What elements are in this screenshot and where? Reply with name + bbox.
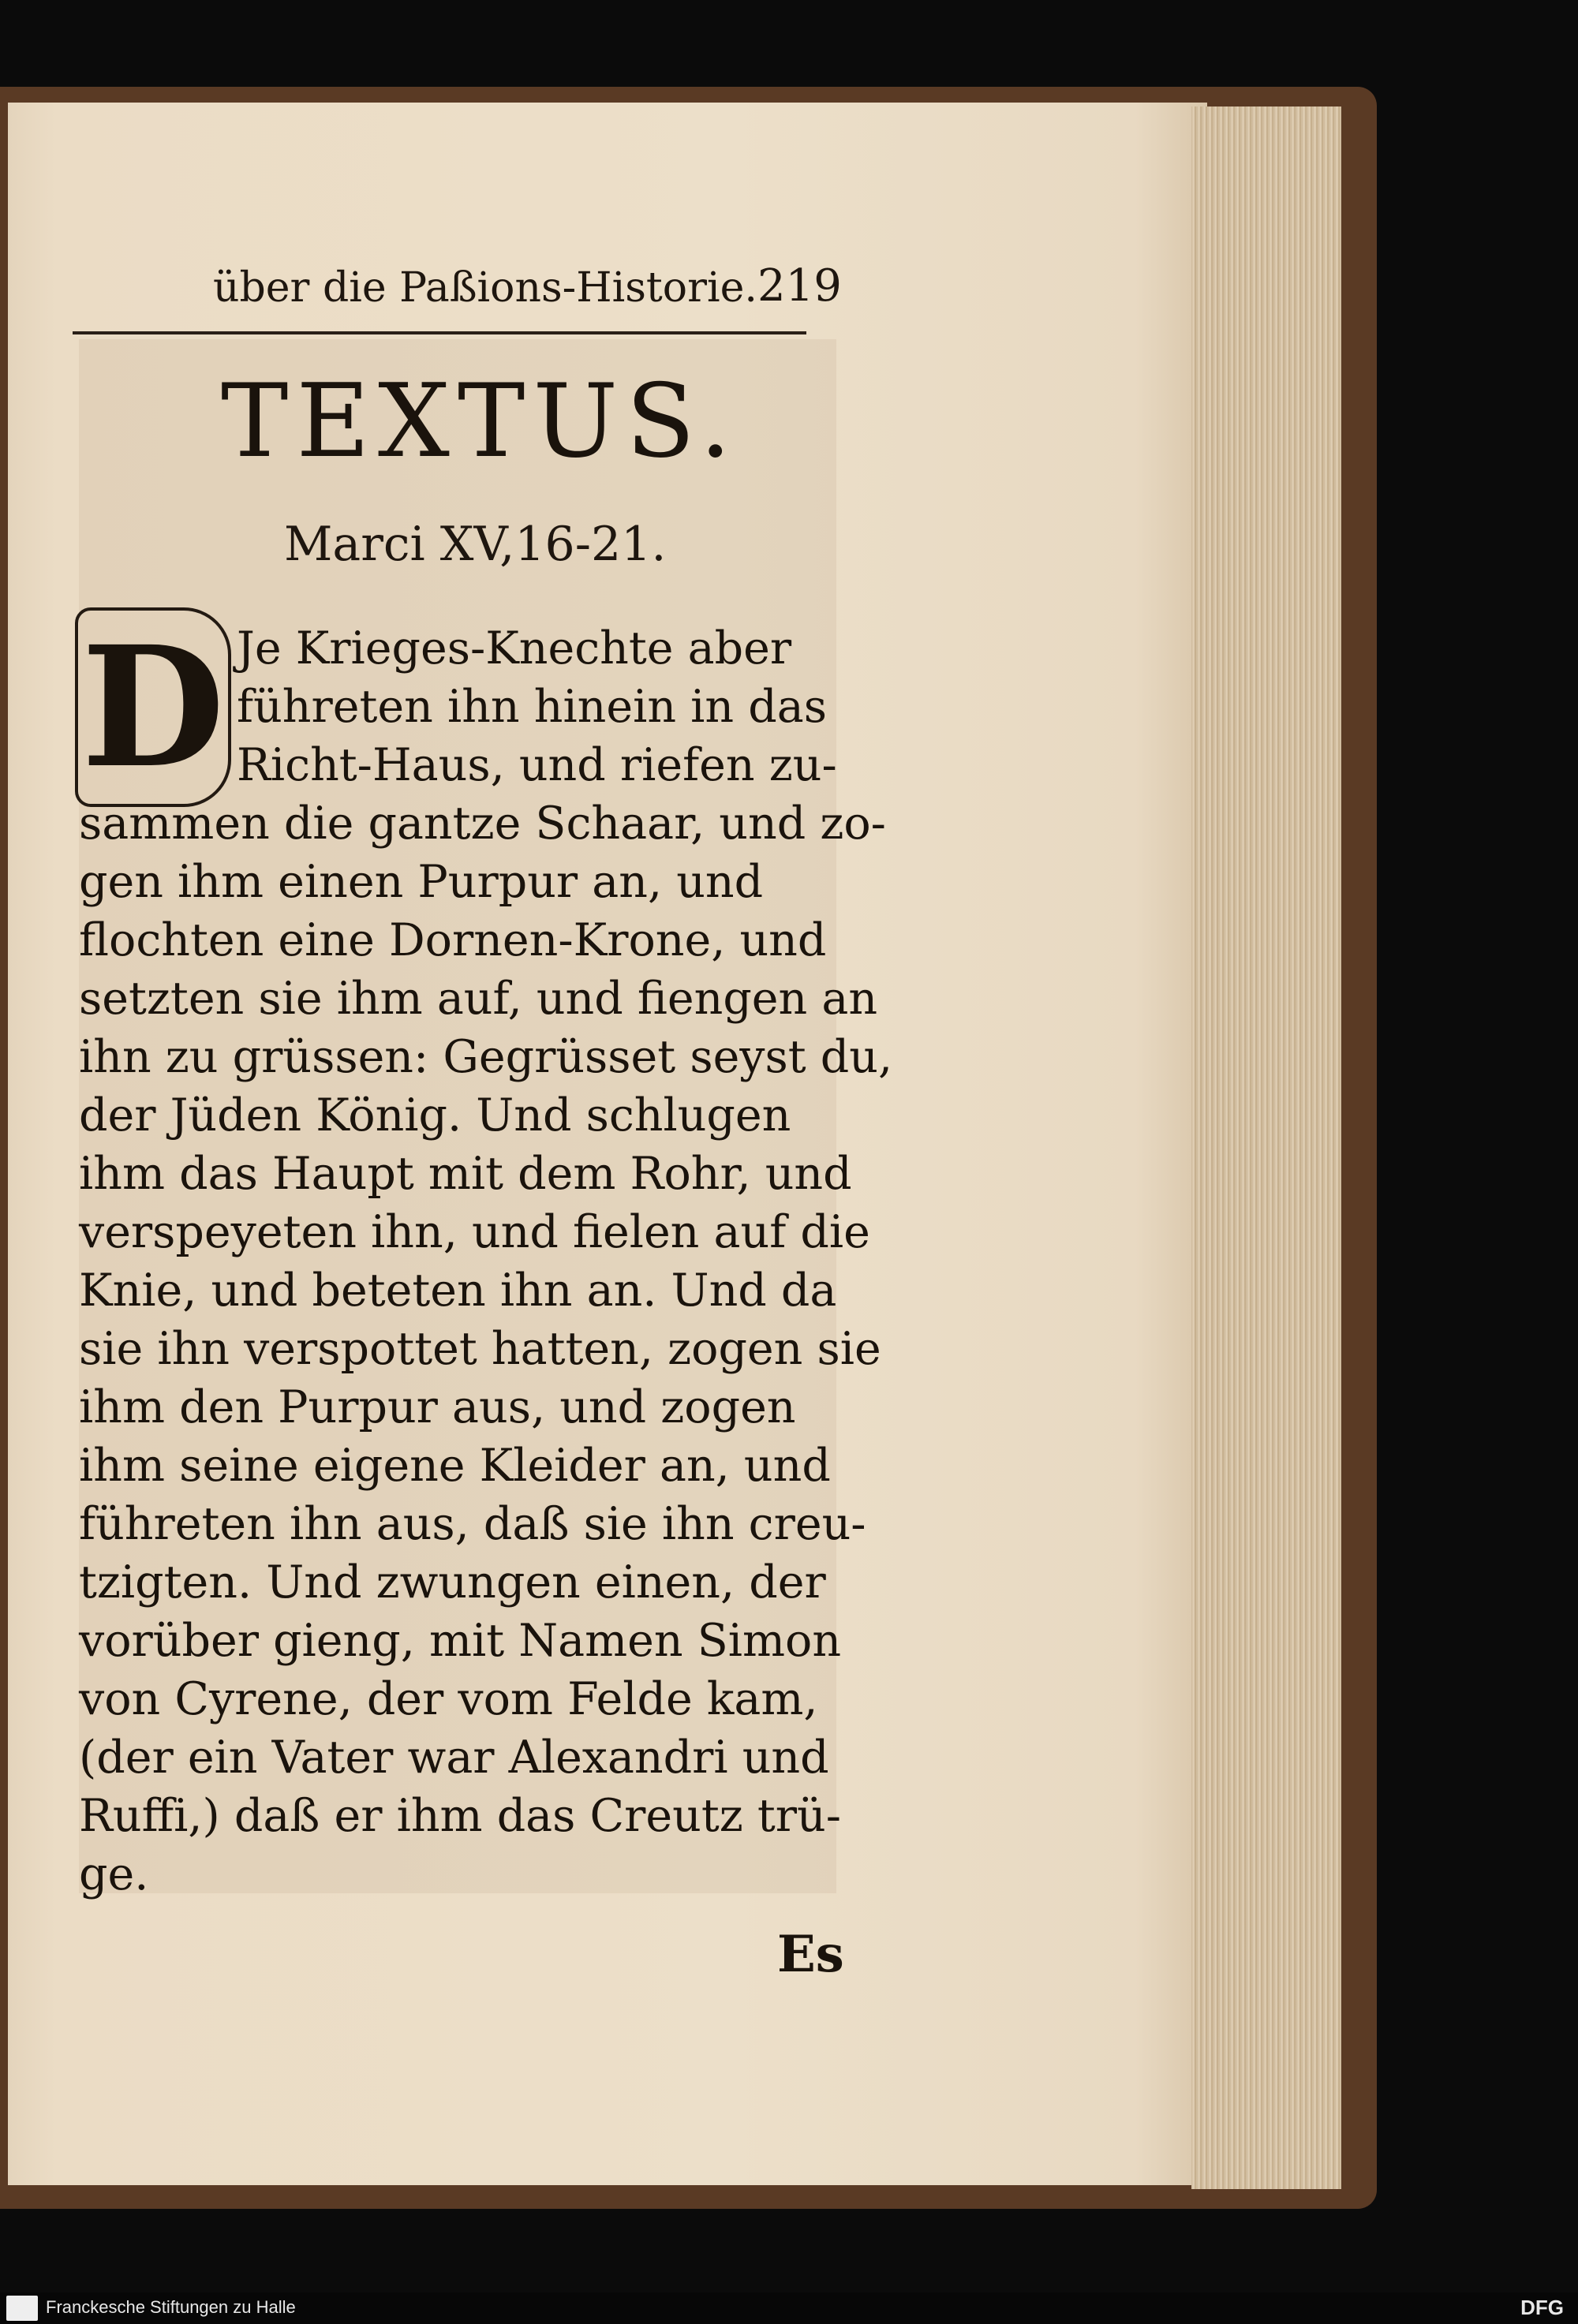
text-line: sammen die gantze Schaar, und zo- xyxy=(79,798,886,850)
text-line: sie ihn verspottet hatten, zogen sie xyxy=(79,1323,881,1375)
text-line: ihn zu grüssen: Gegrüsset seyst du, xyxy=(79,1031,893,1083)
text-line: tzigten. Und zwungen einen, der xyxy=(79,1556,826,1608)
text-line: setzten sie ihm auf, und fiengen an xyxy=(79,973,878,1025)
page-edges xyxy=(1191,106,1341,2189)
text-line: von Cyrene, der vom Felde kam, xyxy=(79,1673,818,1725)
text-line: ihm das Haupt mit dem Rohr, und xyxy=(79,1148,852,1200)
text-line: ge. xyxy=(79,1848,149,1900)
text-line: flochten eine Dornen-Krone, und xyxy=(79,914,827,966)
text-line: gen ihm einen Purpur an, und xyxy=(79,856,764,908)
decorated-initial: D xyxy=(75,607,231,807)
text-line: Je Krieges-Knechte aber xyxy=(237,622,792,674)
text-line: führeten ihn hinein in das xyxy=(237,681,827,733)
text-line: Ruffi,) daß er ihm das Creutz trü- xyxy=(79,1790,842,1842)
scripture-reference: Marci XV,16-21. xyxy=(284,517,667,572)
text-line: (der ein Vater war Alexandri und xyxy=(79,1732,829,1784)
running-header: über die Paßions-Historie. xyxy=(213,264,757,312)
text-line: Knie, und beteten ihn an. Und da xyxy=(79,1265,837,1317)
page-number: 219 xyxy=(757,260,842,312)
text-line: ihm seine eigene Kleider an, und xyxy=(79,1440,831,1492)
body-text xyxy=(79,619,893,1904)
text-line: Richt-Haus, und riefen zu- xyxy=(237,739,837,791)
dfg-logo: DFG xyxy=(1520,2296,1564,2319)
text-line: der Jüden König. Und schlugen xyxy=(79,1089,791,1141)
viewer-footer xyxy=(0,2292,1578,2324)
institution-logo-icon xyxy=(6,2296,38,2321)
text-line: ihm den Purpur aus, und zogen xyxy=(79,1381,796,1433)
header-rule xyxy=(73,331,806,334)
institution-name: Franckesche Stiftungen zu Halle xyxy=(46,2297,296,2317)
catchword: Es xyxy=(777,1925,844,1984)
text-line: führeten ihn aus, daß sie ihn creu- xyxy=(79,1498,866,1550)
text-line: verspeyeten ihn, und fielen auf die xyxy=(79,1206,870,1258)
section-heading: TEXTUS. xyxy=(221,363,739,480)
text-line: vorüber gieng, mit Namen Simon xyxy=(79,1615,842,1667)
